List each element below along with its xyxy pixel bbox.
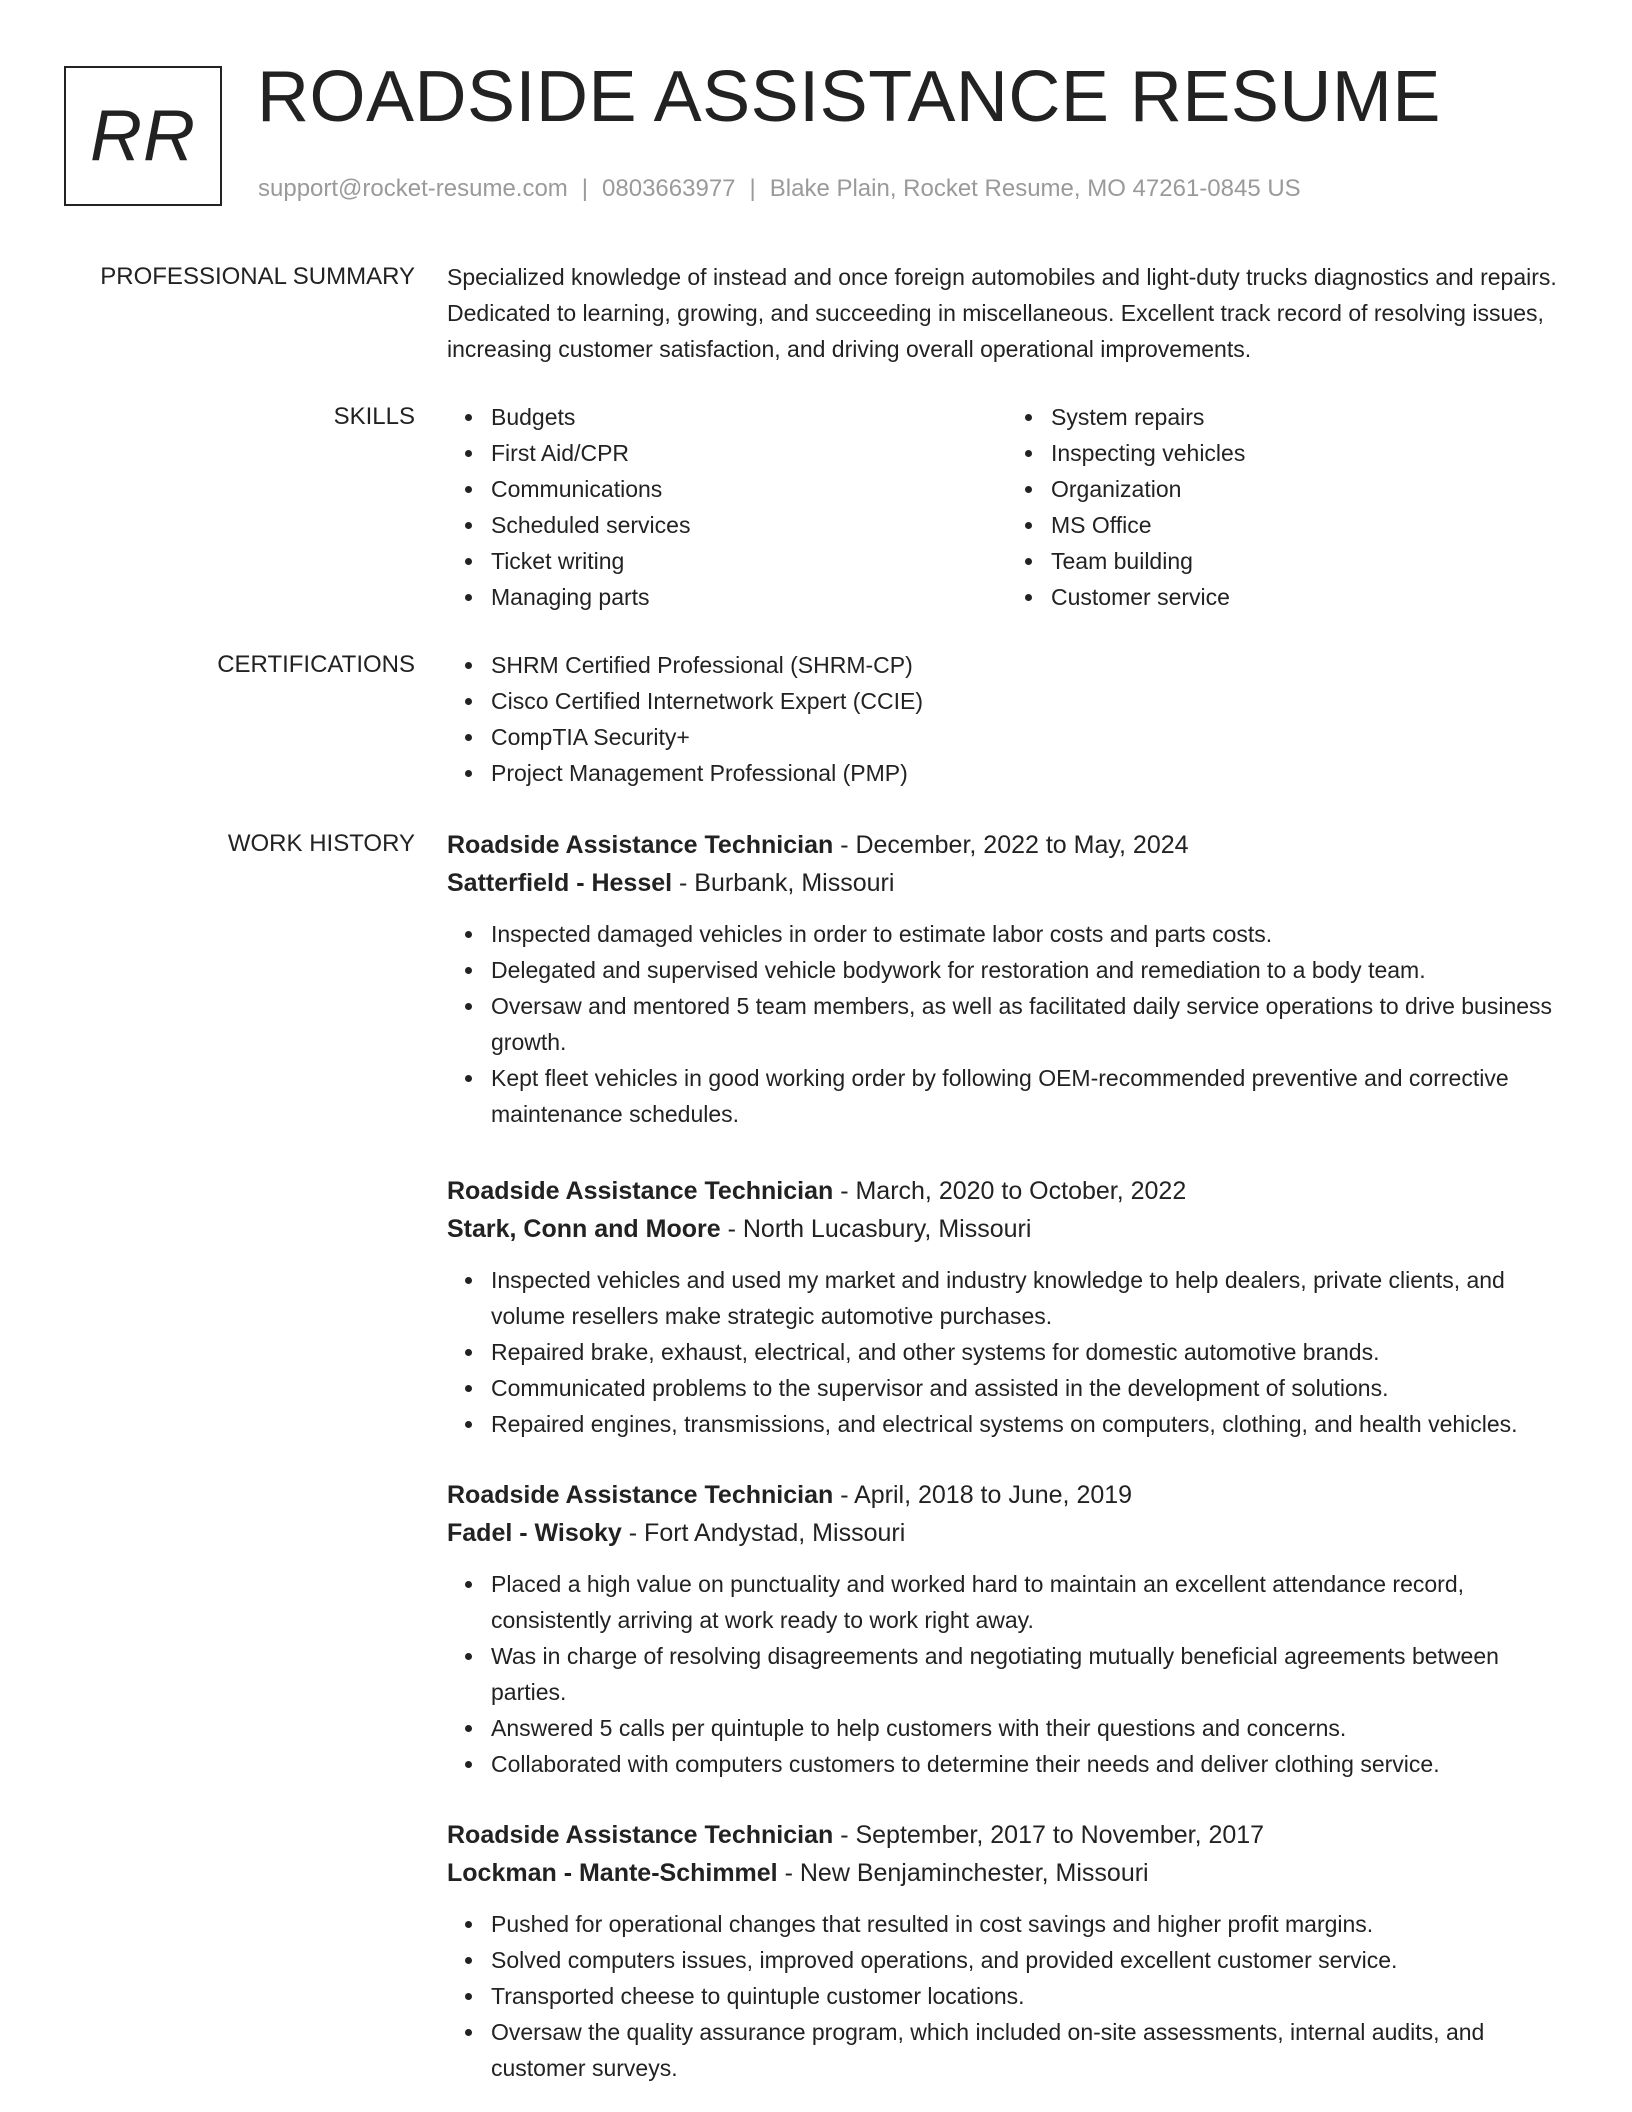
skills-list-left xyxy=(447,399,1007,615)
certification-item: Project Management Professional (PMP) xyxy=(491,755,1567,791)
skill-item: Managing parts xyxy=(491,579,1007,615)
job-duty-item: Solved computers issues, improved operations, and provided excellent customer service. xyxy=(491,1942,1567,1978)
job-location: - North Lucasbury, Missouri xyxy=(720,1215,1032,1243)
skills-body xyxy=(447,399,1567,615)
job-entry xyxy=(447,826,1567,1132)
job-duties-list xyxy=(447,1262,1567,1442)
skill-item: Budgets xyxy=(491,399,1007,435)
job-dates: - April, 2018 to June, 2019 xyxy=(833,1481,1133,1509)
work-history-body xyxy=(447,826,1567,2086)
job-location: - New Benjaminchester, Missouri xyxy=(777,1859,1149,1887)
skill-item: Customer service xyxy=(1051,579,1567,615)
contact-separator: | xyxy=(749,175,756,202)
job-duty-item: Transported cheese to quintuple customer locations. xyxy=(491,1978,1567,2014)
skills-columns xyxy=(447,399,1567,615)
skill-item: Scheduled services xyxy=(491,507,1007,543)
skills-heading: SKILLS xyxy=(333,403,415,430)
job-duty-item: Answered 5 calls per quintuple to help customers with their questions and concerns. xyxy=(491,1710,1567,1746)
job-duty-item: Inspected damaged vehicles in order to estimate labor costs and parts costs. xyxy=(491,916,1567,952)
monogram-logo xyxy=(64,66,222,206)
job-duties-list xyxy=(447,916,1567,1132)
job-company-line xyxy=(447,864,1567,902)
contact-separator: | xyxy=(581,175,589,202)
job-title-line xyxy=(447,1172,1567,1210)
job-dates: - September, 2017 to November, 2017 xyxy=(833,1821,1265,1849)
monogram-text: RR xyxy=(90,96,196,176)
job-duty-item: Was in charge of resolving disagreements and negotiating mutually beneficial agreements between parties. xyxy=(491,1638,1567,1710)
job-duty-item: Repaired brake, exhaust, electrical, and other systems for domestic automotive brands. xyxy=(491,1334,1567,1370)
job-duty-item: Oversaw the quality assurance program, which included on-site assessments, internal audits, and customer surveys. xyxy=(491,2014,1567,2086)
job-company-line xyxy=(447,1854,1567,1892)
job-duty-item: Repaired engines, transmissions, and electrical systems on computers, clothing, and health vehicles. xyxy=(491,1406,1567,1442)
job-entry xyxy=(447,1476,1567,1782)
job-duty-item: Collaborated with computers customers to determine their needs and deliver clothing service. xyxy=(491,1746,1567,1782)
certifications-body xyxy=(447,647,1567,791)
certification-item: SHRM Certified Professional (SHRM-CP) xyxy=(491,647,1567,683)
skills-list-right xyxy=(1007,399,1567,615)
job-location: - Burbank, Missouri xyxy=(672,869,895,897)
skill-item: Communications xyxy=(491,471,1007,507)
certifications-heading: CERTIFICATIONS xyxy=(217,651,415,678)
certification-item: CompTIA Security+ xyxy=(491,719,1567,755)
job-duty-item: Pushed for operational changes that resulted in cost savings and higher profit margins. xyxy=(491,1906,1567,1942)
job-duty-item: Placed a high value on punctuality and worked hard to maintain an excellent attendance record, consistently arriving at work ready to work right away. xyxy=(491,1566,1567,1638)
job-entry xyxy=(447,1816,1567,2086)
job-company-line xyxy=(447,1210,1567,1248)
job-title: Roadside Assistance Technician xyxy=(447,831,834,859)
resume-title: ROADSIDE ASSISTANCE RESUME xyxy=(257,57,1441,137)
summary-text: Specialized knowledge of instead and once foreign automobiles and light-duty trucks diagnostics and repairs. Dedicated to learning, growing, and succeeding in miscellaneous. Excellent track record of resolving issues, increasing customer satisfaction, and driving overall operational improvements. xyxy=(447,264,1557,362)
job-title-line xyxy=(447,1816,1567,1854)
job-dates: - March, 2020 to October, 2022 xyxy=(833,1177,1187,1205)
certifications-list xyxy=(447,647,1567,791)
skill-item: MS Office xyxy=(1051,507,1567,543)
job-title: Roadside Assistance Technician xyxy=(447,1481,834,1509)
work-history-heading: WORK HISTORY xyxy=(227,830,415,857)
skill-item: System repairs xyxy=(1051,399,1567,435)
job-location: - Fort Andystad, Missouri xyxy=(621,1519,906,1547)
job-title-line xyxy=(447,826,1567,864)
job-title: Roadside Assistance Technician xyxy=(447,1177,834,1205)
job-duty-item: Communicated problems to the supervisor and assisted in the development of solutions. xyxy=(491,1370,1567,1406)
contact-email[interactable]: support@rocket-resume.com xyxy=(258,175,568,202)
certification-item: Cisco Certified Internetwork Expert (CCIE) xyxy=(491,683,1567,719)
contact-phone[interactable]: 0803663977 xyxy=(602,175,736,202)
job-title: Roadside Assistance Technician xyxy=(447,1821,834,1849)
job-company-line xyxy=(447,1514,1567,1552)
job-company: Lockman - Mante-Schimmel xyxy=(447,1859,778,1887)
summary-heading: PROFESSIONAL SUMMARY xyxy=(100,263,415,290)
skill-item: Ticket writing xyxy=(491,543,1007,579)
summary-body xyxy=(447,259,1567,367)
skill-item: Inspecting vehicles xyxy=(1051,435,1567,471)
job-duties-list xyxy=(447,1566,1567,1782)
job-dates: - December, 2022 to May, 2024 xyxy=(833,831,1189,859)
job-title-line xyxy=(447,1476,1567,1514)
job-company: Satterfield - Hessel xyxy=(447,869,673,897)
job-duty-item: Inspected vehicles and used my market and industry knowledge to help dealers, private clients, and volume resellers make strategic automotive purchases. xyxy=(491,1262,1567,1334)
job-duty-item: Oversaw and mentored 5 team members, as well as facilitated daily service operations to drive business growth. xyxy=(491,988,1567,1060)
job-company: Stark, Conn and Moore xyxy=(447,1215,721,1243)
contact-address: Blake Plain, Rocket Resume, MO 47261-0845 US xyxy=(769,175,1301,202)
skill-item: Team building xyxy=(1051,543,1567,579)
job-company: Fadel - Wisoky xyxy=(447,1519,622,1547)
job-duties-list xyxy=(447,1906,1567,2086)
contact-line xyxy=(258,175,1301,203)
job-duty-item: Kept fleet vehicles in good working order by following OEM-recommended preventive and corrective maintenance schedules. xyxy=(491,1060,1567,1132)
skill-item: Organization xyxy=(1051,471,1567,507)
skill-item: First Aid/CPR xyxy=(491,435,1007,471)
job-duty-item: Delegated and supervised vehicle bodywork for restoration and remediation to a body team. xyxy=(491,952,1567,988)
job-entry xyxy=(447,1172,1567,1442)
